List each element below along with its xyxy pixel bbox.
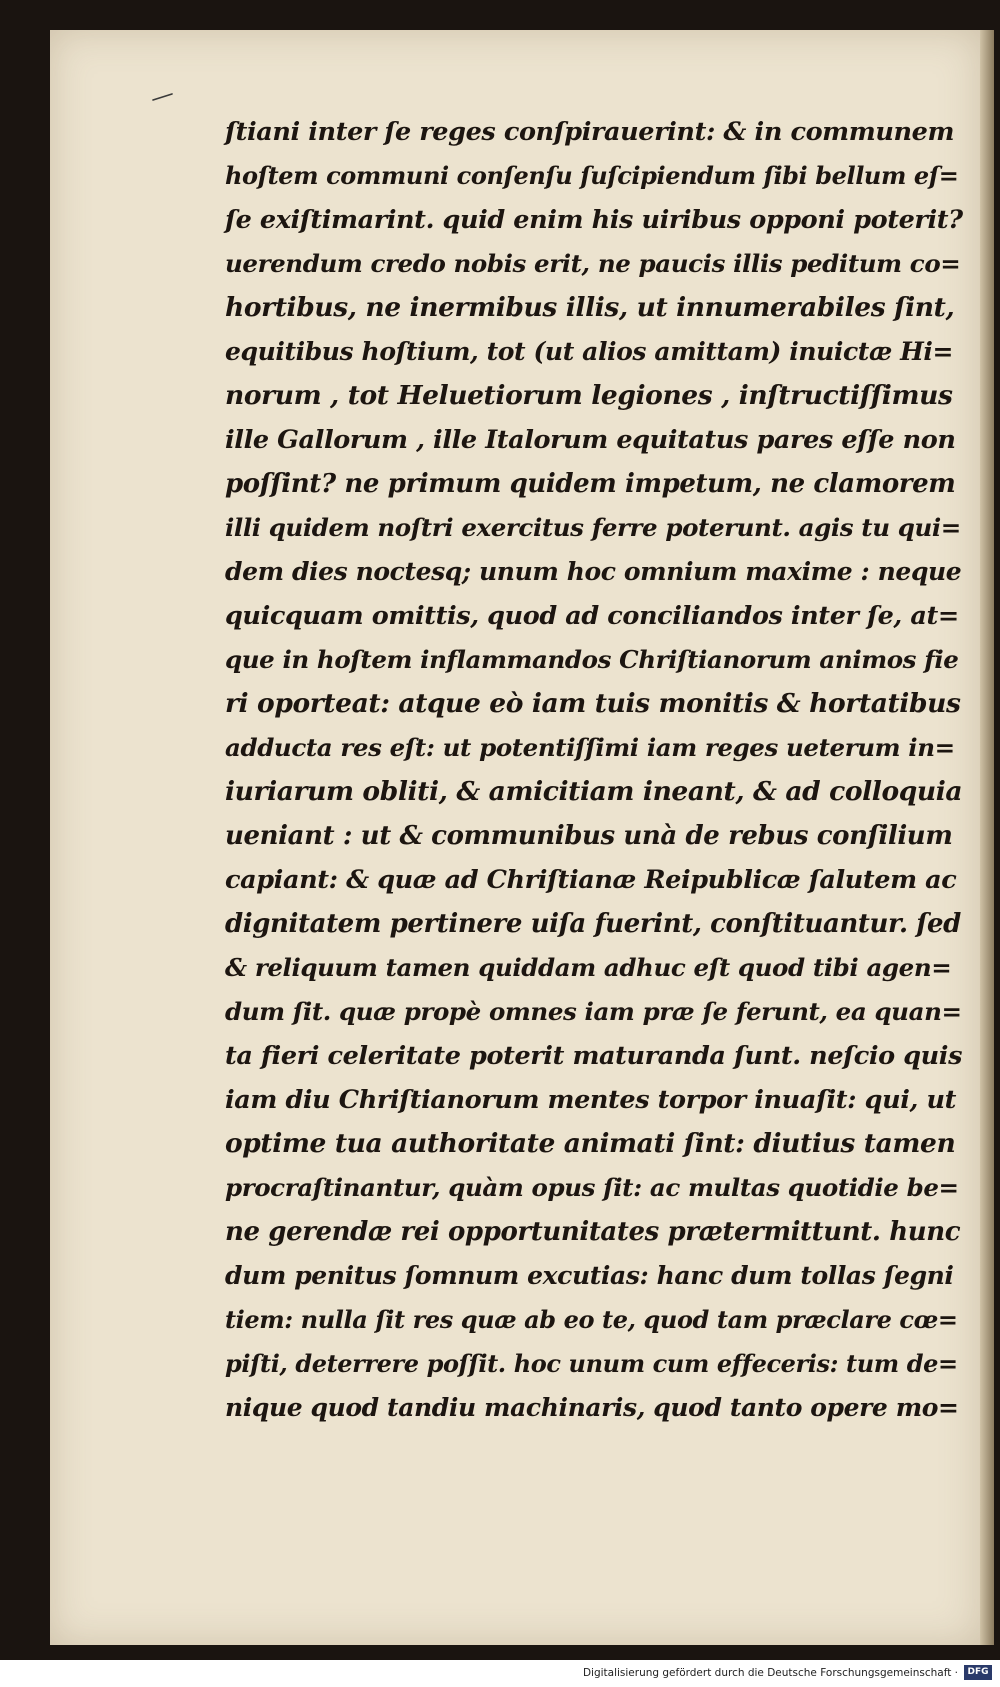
dfg-credit: Digitalisierung gefördert durch die Deutsche Forschungsgemeinschaft · bbox=[582, 1667, 958, 1679]
pencil-mark bbox=[152, 92, 174, 102]
text-line: ueniant : ut & communibus unà de rebus conſilium bbox=[225, 821, 953, 851]
text-line: dignitatem pertinere uiſa fuerint, conſtituantur. ſed bbox=[225, 909, 961, 939]
text-line: ta fieri celeritate poterit maturanda ſunt. neſcio quis bbox=[225, 1041, 963, 1071]
text-line: hortibus, ne inermibus illis, ut innumerabiles ſint, bbox=[225, 292, 955, 323]
text-line: dum penitus ſomnum excutias: hanc dum tollas ſegni bbox=[225, 1261, 954, 1290]
text-line: norum , tot Heluetiorum legiones , inſtructiſſimus bbox=[225, 380, 953, 411]
text-line: dem dies noctesq; unum hoc omnium maxime : neque bbox=[225, 557, 962, 586]
text-line: ſe exiſtimarint. quid enim his uiribus opponi poterit? bbox=[225, 205, 963, 235]
text-line: iuriarum obliti, & amicitiam ineant, & ad colloquia bbox=[225, 776, 963, 807]
dfg-logo: DFG bbox=[964, 1665, 992, 1680]
text-line: & reliquum tamen quiddam adhuc eſt quod tibi agen= bbox=[225, 953, 952, 982]
text-line: tiem: nulla ſit res quæ ab eo te, quod tam præclare cœ= bbox=[225, 1305, 958, 1334]
page-edge bbox=[980, 30, 994, 1645]
text-line: piſti, deterrere poſſit. hoc unum cum effeceris: tum de= bbox=[225, 1349, 958, 1378]
body-text bbox=[225, 110, 965, 1430]
text-line: iam diu Chriſtianorum mentes torpor inuaſit: qui, ut bbox=[225, 1085, 957, 1115]
text-line: quicquam omittis, quod ad conciliandos inter ſe, at= bbox=[225, 601, 959, 631]
text-line: optime tua authoritate animati ſint: diutius tamen bbox=[225, 1128, 956, 1159]
text-line: ri oporteat: atque eò iam tuis monitis & hortatibus bbox=[225, 688, 961, 719]
footer-bar bbox=[0, 1660, 1000, 1687]
text-line: equitibus hoſtium, tot (ut alios amittam) inuictæ Hi= bbox=[225, 337, 954, 366]
text-line: dum ſit. quæ propè omnes iam præ ſe ferunt, ea quan= bbox=[225, 997, 962, 1026]
text-line: nique quod tandiu machinaris, quod tanto opere mo= bbox=[225, 1393, 959, 1422]
text-line: illi quidem noſtri exercitus ferre poterunt. agis tu qui= bbox=[225, 513, 961, 542]
text-line: capiant: & quæ ad Chriſtianæ Reipublicæ ſalutem ac bbox=[225, 865, 957, 895]
text-line: que in hoſtem inflammandos Chriſtianorum animos fie bbox=[225, 645, 959, 674]
text-line: uerendum credo nobis erit, ne paucis illis peditum co= bbox=[225, 249, 961, 278]
text-line: ne gerendæ rei opportunitates prætermittunt. hunc bbox=[225, 1217, 961, 1247]
text-line: hoſtem communi conſenſu ſuſcipiendum ſibi bellum eſ= bbox=[225, 161, 959, 190]
text-line: procraſtinantur, quàm opus ſit: ac multas quotidie be= bbox=[225, 1173, 959, 1202]
text-line: adducta res eſt: ut potentiſſimi iam reges ueterum in= bbox=[225, 733, 955, 762]
text-line: ſtiani inter ſe reges conſpirauerint: & in communem bbox=[225, 117, 955, 147]
text-line: ille Gallorum , ille Italorum equitatus pares eſſe non bbox=[225, 425, 956, 455]
text-line: poſſint? ne primum quidem impetum, ne clamorem bbox=[225, 469, 956, 499]
